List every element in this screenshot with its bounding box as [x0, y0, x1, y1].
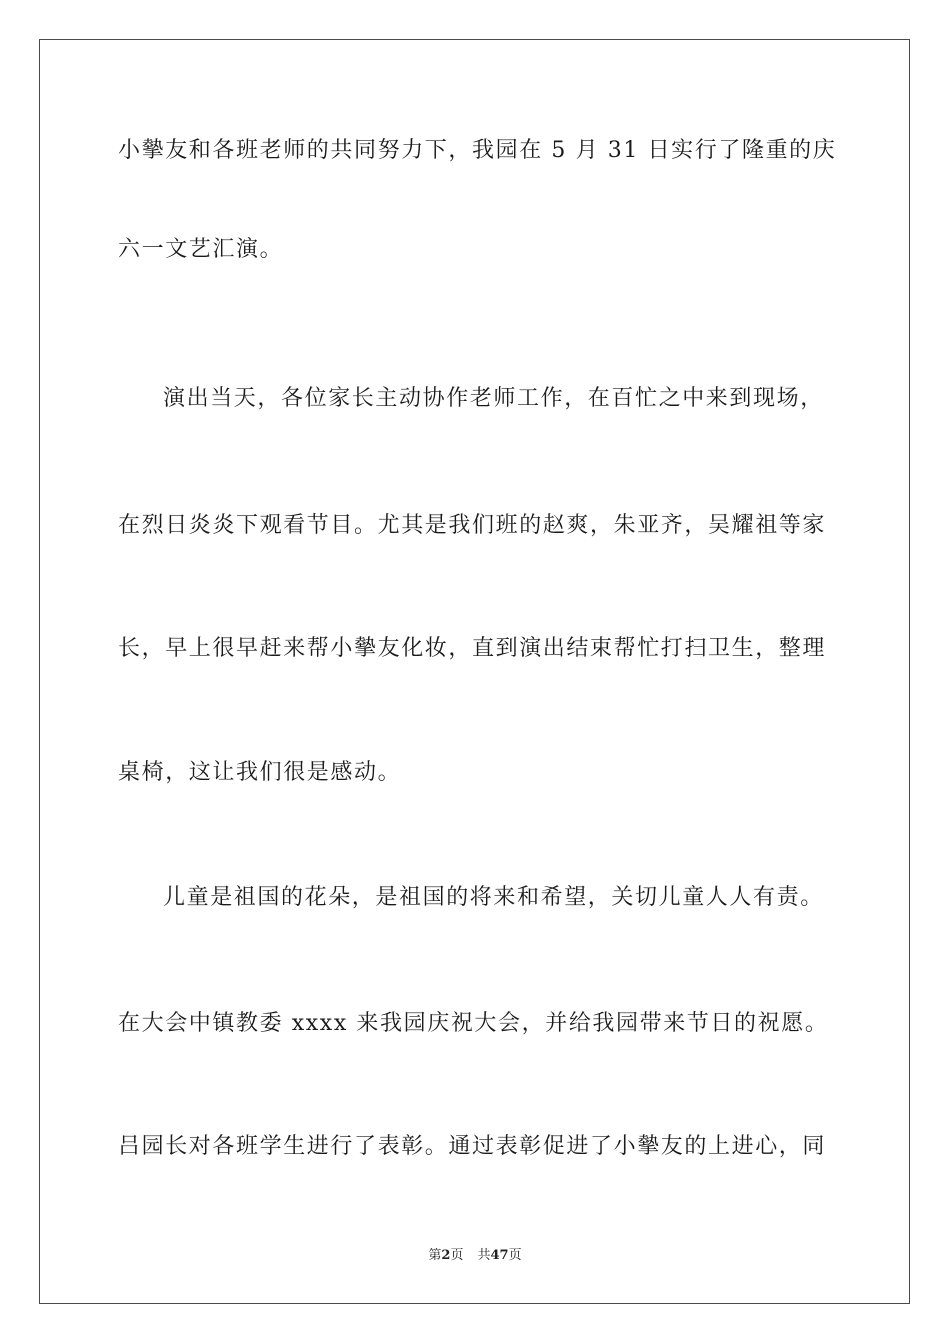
paragraph-line-1: 小摰友和各班老师的共同努力下，我园在 5 月 31 日实行了隆重的庆 — [118, 138, 837, 163]
paragraph-line-2: 六一文艺汇演。 — [118, 237, 284, 262]
page-footer — [0, 1248, 950, 1264]
paragraph-line-5: 长，早上很早赶来帮小摰友化妆，直到演出结束帮忙打扫卫生，整理 — [118, 636, 827, 661]
paragraph-line-4: 在烈日炎炎下观看节目。尤其是我们班的赵爽，朱亚齐，吴耀祖等家 — [118, 513, 827, 538]
total-label-prefix: 共 — [477, 1248, 491, 1263]
paragraph-line-8: 在大会中镇教委 xxxx 来我园庆祝大会，并给我园带来节日的祝愿。 — [118, 1011, 829, 1036]
total-pages: 47 — [490, 1248, 509, 1263]
page-border — [39, 39, 910, 1304]
paragraph-line-7: 儿童是祖国的花朵，是祖国的将来和希望，关切儿童人人有责。 — [163, 885, 824, 910]
page-label-prefix: 第 — [428, 1248, 442, 1263]
page-label-suffix: 页 — [450, 1248, 464, 1263]
paragraph-line-6: 桌椅，这让我们很是感动。 — [118, 760, 402, 785]
paragraph-line-9: 吕园长对各班学生进行了表彰。通过表彰促进了小摰友的上进心，同 — [118, 1134, 827, 1159]
page-number: 2 — [441, 1248, 451, 1263]
paragraph-line-3: 演出当天，各位家长主动协作老师工作，在百忙之中来到现场， — [163, 386, 824, 411]
total-label-suffix: 页 — [508, 1248, 522, 1263]
